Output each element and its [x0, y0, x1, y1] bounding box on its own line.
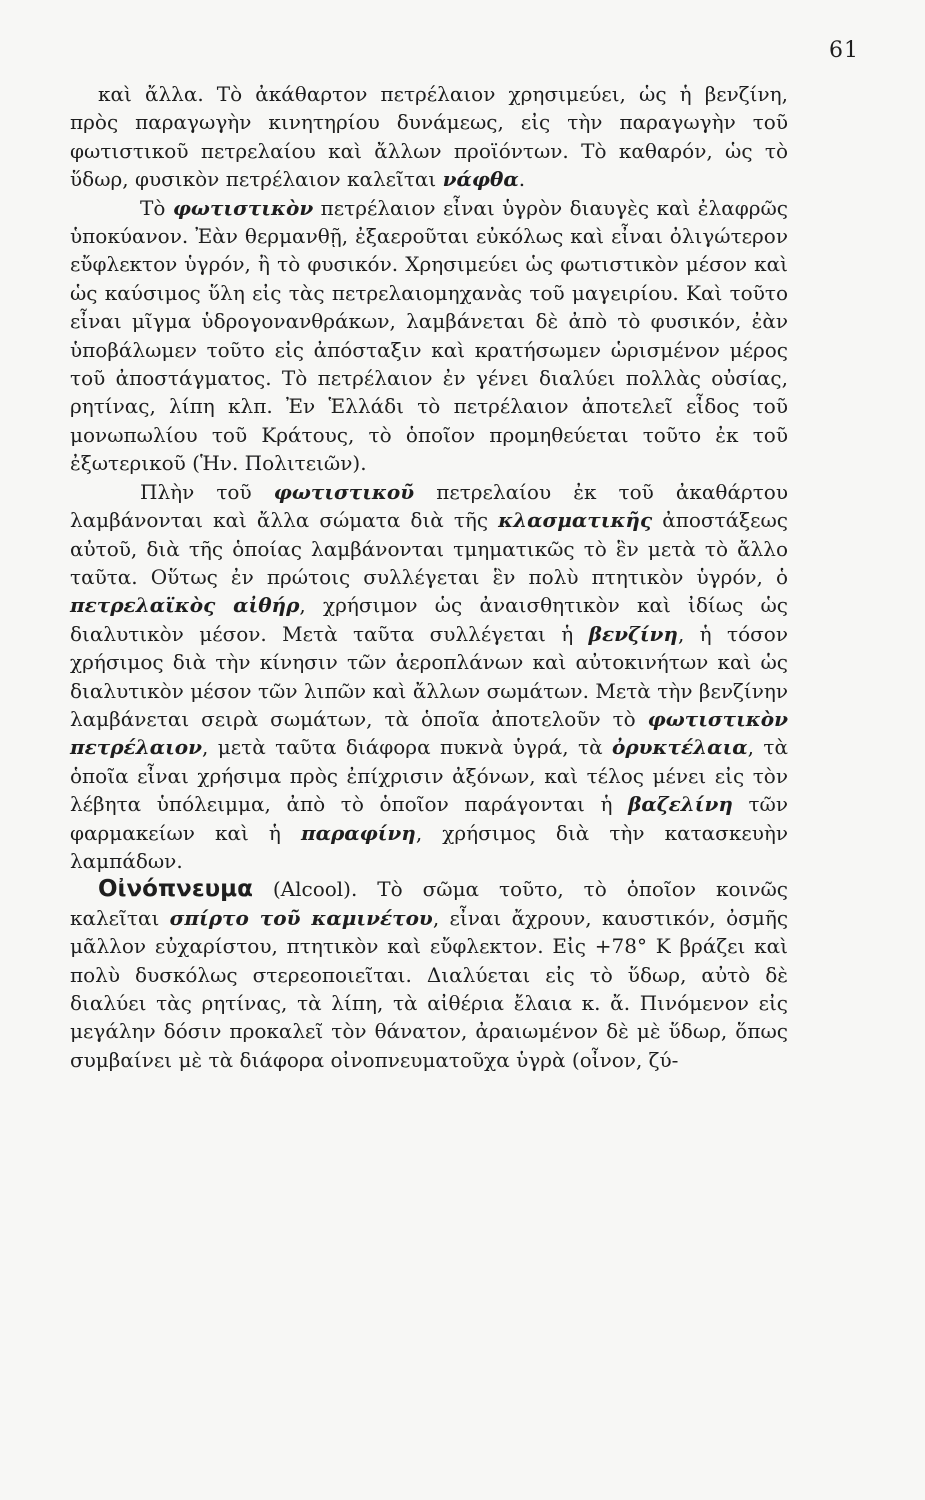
text-run: Πλὴν τοῦ	[140, 479, 274, 504]
text-run: καὶ ἄλλα. Τὸ ἀκάθαρτον πετρέλαιον χρησιμεύει, ὡς ἡ βενζίνη, πρὸς παραγωγὴν κινητηρίου δυνάμεως, εἰς τὴν παραγωγὴν τοῦ φωτιστικοῦ πετρελαίου καὶ ἄλλων προϊόντων. Τὸ καθαρόν, ὡς τὸ ὕδωρ, φυσικὸν πετρέλαιον καλεῖται	[70, 82, 788, 192]
text-run: (Alcool). Τὸ σῶμα τοῦτο, τὸ ὁποῖον κοινῶς καλεῖται	[70, 877, 788, 930]
paragraph-alcohol	[70, 875, 788, 1074]
body-text	[70, 80, 788, 1074]
text-run: , χρήσιμος διὰ τὴν κατασκευὴν λαμπάδων.	[70, 820, 788, 873]
text-run: πετρελαίου ἐκ τοῦ ἀκαθάρτου λαμβάνονται καὶ ἄλλα σώματα διὰ τῆς	[70, 479, 788, 533]
emphasis-term: φωτιστικὸν	[172, 195, 314, 220]
emphasis-term: σπίρτο τοῦ καμινέτου	[169, 905, 433, 930]
emphasis-term: βαζελίνη	[628, 792, 733, 817]
text-run: , ἡ τόσον χρήσιμος διὰ τὴν κίνησιν τῶν ἀεροπλάνων καὶ αὐτοκινήτων καὶ ὡς διαλυτικὸν μέσον τῶν λιπῶν καὶ ἄλλων σωμάτων. Μετὰ τὴν βενζίνην λαμβάνεται σειρὰ σωμάτων, τὰ ὁποῖα ἀποτελοῦν τὸ	[70, 621, 789, 731]
emphasis-term: βενζίνη	[588, 621, 678, 646]
text-run: , τὰ ὁποῖα εἶναι χρήσιμα πρὸς ἐπίχρισιν ἀξόνων, καὶ τέλος μένει εἰς τὸν λέβητα ὑπόλειμμα, ἀπὸ τὸ ὁποῖον παράγονται ἡ	[70, 735, 788, 817]
paragraph-petroleum-uses	[70, 80, 788, 194]
text-run: , μετὰ ταῦτα διάφορα πυκνὰ ὑγρά, τὰ	[202, 735, 613, 760]
text-run: , χρήσιμον ὡς ἀναισθητικὸν καὶ ἰδίως ὡς διαλυτικὸν μέσον. Μετὰ ταῦτα συλλέγεται ἡ	[70, 593, 788, 646]
text-run: πετρέλαιον εἶναι ὑγρὸν διαυγὲς καὶ ἐλαφρῶς ὑποκύανον. Ἐὰν θερμανθῇ, ἐξαεροῦται εὐκόλως καὶ εἶναι ὀλιγώτερον εὔφλεκτον ὑγρόν, ἢ τὸ φυσικόν. Χρησιμεύει ὡς φωτιστικὸν μέσον καὶ ὡς καύσιμος ὕλη εἰς τὰς πετρελαιομηχανὰς τοῦ μαγειρίου. Καὶ τοῦτο εἶναι μῖγμα ὑδρογονανθράκων, λαμβάνεται δὲ ἀπὸ τὸ φυσικόν, ἐὰν ὑποβάλωμεν τοῦτο εἰς ἀπόσταξιν καὶ κρατήσωμεν ὡρισμένον μέρος τοῦ ἀποστάγματος. Τὸ πετρέλαιον ἐν γένει διαλύει πολλὰς οὐσίας, ρητίνας, λίπη κλπ. Ἐν Ἑλλάδι τὸ πετρέλαιον ἀποτελεῖ εἶδος τοῦ μονωπωλίου τοῦ Κράτους, τὸ ὁποῖον προμηθεύεται τοῦτο ἐκ τοῦ ἐξωτερικοῦ (Ἡν. Πολιτειῶν).	[70, 195, 788, 476]
text-run: .	[518, 167, 526, 192]
paragraph-lighting-petroleum	[70, 194, 788, 478]
emphasis-term: ὀρυκτέλαια	[612, 735, 748, 760]
text-run: , εἶναι ἄχρουν, καυστικόν, ὀσμῆς μᾶλλον εὐχαρίστου, πτητικὸν καὶ εὔφλεκτον. Εἰς +78° Κ βράζει καὶ πολὺ δυσκόλως στερεοποιεῖται. Διαλύεται εἰς τὸ ὕδωρ, αὐτὸ δὲ διαλύει τὰς ρητίνας, τὰ λίπη, τὰ αἰθέρια ἔλαια κ. ἄ. Πινόμενον εἰς μεγάλην δόσιν προκαλεῖ τὸν θάνατον, ἀραιωμένον δὲ μὲ ὕδωρ, ὅπως συμβαίνει μὲ τὰ διάφορα οἰνοπνευματοῦχα ὑγρὰ (οἶνον, ζύ-	[70, 905, 789, 1072]
emphasis-term: φωτιστικοῦ	[273, 479, 415, 504]
text-run: ἀποστάξεως αὐτοῦ, διὰ τῆς ὁποίας λαμβάνονται τμηματικῶς τὸ ἓν μετὰ τὸ ἄλλο ταῦτα. Οὕτως ἐν πρώτοις συλλέγεται ἓν πολὺ πτητικὸν ὑγρόν, ὁ	[70, 508, 788, 589]
emphasis-term: φωτιστικὸν πετρέλαιον	[70, 706, 788, 760]
page-number: 61	[829, 38, 859, 63]
section-heading-alcohol: Οἰνόπνευμα	[98, 876, 253, 903]
paragraph-distillation-products	[70, 478, 788, 876]
emphasis-term: πετρελαϊκὸς αἰθήρ	[70, 593, 300, 618]
emphasis-term: νάφθα	[442, 167, 519, 192]
text-run: τῶν φαρμακείων καὶ ἡ	[70, 792, 789, 845]
emphasis-term: κλασματικῆς	[498, 508, 653, 533]
emphasis-term: παραφίνη	[300, 820, 416, 845]
text-run: Τὸ	[140, 195, 173, 220]
